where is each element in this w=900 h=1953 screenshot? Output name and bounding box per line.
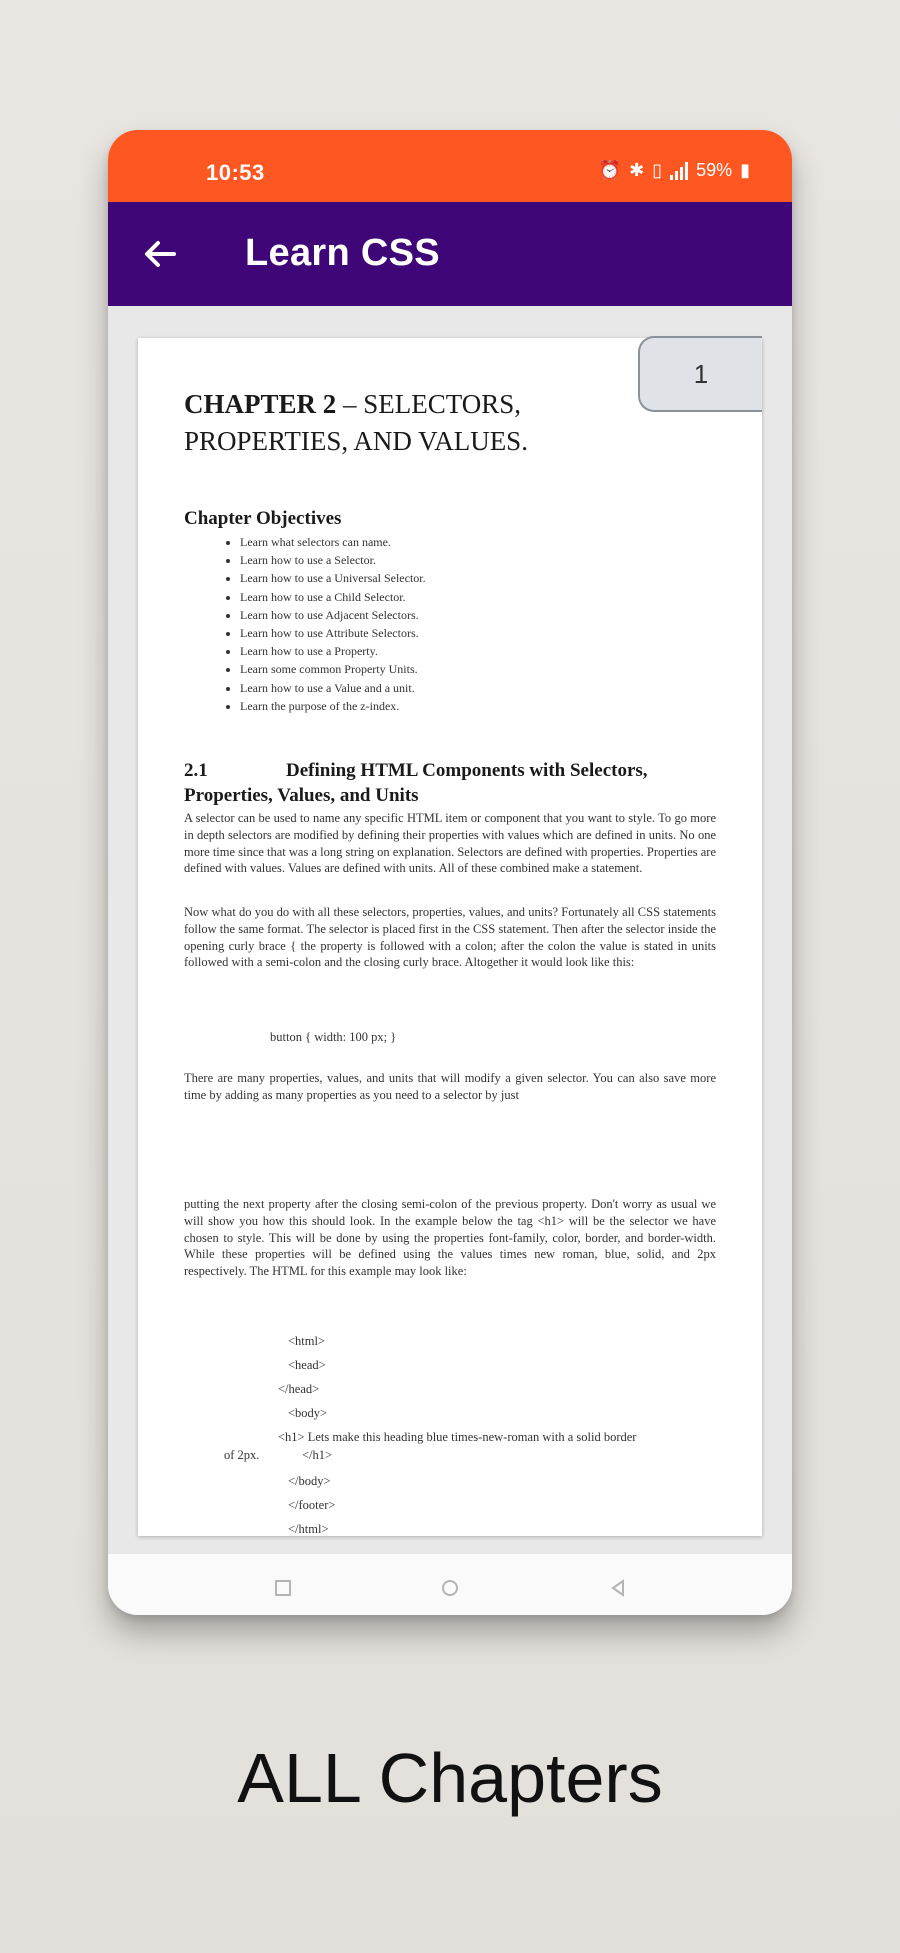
code-line: <head>	[288, 1358, 326, 1372]
list-item: • Learn how to use a Child Selector.	[240, 588, 426, 606]
promo-caption: ALL Chapters	[237, 1739, 663, 1817]
arrow-left-icon	[136, 230, 184, 278]
battery-icon: ▮	[740, 160, 750, 180]
paragraph: Now what do you do with all these selectors, properties, values, and units? Fortunately all CSS statements follow the same format. The selector is placed first in the CSS statement. Then after the selector inside the opening curly brace { the property is followed with a colon; after the colon the value is stated in units followed with a semi-colon and the closing curly brace. Altogether it would look like this:	[184, 905, 716, 970]
bluetooth-icon: ✱	[629, 160, 645, 180]
code-line: <html>	[288, 1334, 326, 1348]
app-bar	[108, 202, 792, 306]
signal-icon	[670, 162, 688, 180]
code-example: button { width: 100 px; }	[270, 1030, 397, 1044]
list-item: • Learn how to use a Universal Selector.	[240, 569, 426, 587]
section-heading: 2.1 Defining HTML Components with Selectors, Properties, Values, and Units	[184, 760, 648, 806]
list-item: • Learn how to use Adjacent Selectors.	[240, 606, 426, 624]
vibrate-icon: ▯	[652, 160, 663, 180]
code-line: <body>	[288, 1406, 328, 1420]
back-button[interactable]	[136, 230, 184, 278]
paragraph: putting the next property after the closing semi-colon of the previous property. Don't worry as usual we will show you how this should look. In the example below the tag <h1> will be the selector we have chosen to style. This will be done by using the properties font-family, color, border, and border-width. While these properties will be defined using the values times new roman, blue, solid, and 2px respectively. The HTML for this example may look like:	[184, 1197, 716, 1279]
list-item: • Learn the purpose of the z-index.	[240, 697, 426, 715]
chapter-title: CHAPTER 2 – SELECTORS, PROPERTIES, AND VALUES.	[184, 389, 528, 456]
phone-frame	[108, 130, 792, 1615]
code-line: </html>	[288, 1522, 329, 1536]
code-line: of 2px.	[224, 1448, 260, 1462]
pdf-page	[138, 338, 762, 1536]
objectives-heading: Chapter Objectives	[184, 508, 342, 529]
back-nav-button[interactable]	[608, 1578, 628, 1598]
list-item: • Learn what selectors can name.	[240, 533, 426, 551]
list-item: • Learn some common Property Units.	[240, 660, 426, 678]
back-triangle-icon	[608, 1578, 628, 1598]
code-line: <h1> Lets make this heading blue times-new-roman with a solid border	[278, 1430, 637, 1444]
code-line: </footer>	[288, 1498, 336, 1512]
page-number-badge[interactable]: 1	[638, 336, 762, 412]
app-title: Learn CSS	[245, 232, 440, 274]
battery-level: 59%	[696, 160, 733, 180]
code-line: </h1>	[302, 1448, 333, 1462]
list-item: • Learn how to use a Value and a unit.	[240, 679, 426, 697]
home-icon	[440, 1578, 460, 1598]
recents-icon	[273, 1578, 293, 1598]
document-viewer[interactable]	[108, 306, 792, 1554]
paragraph: There are many properties, values, and units that will modify a given selector. You can also save more time by adding as many properties as you need to a selector by just	[184, 1071, 716, 1102]
paragraph: A selector can be used to name any specific HTML item or component that you want to style. To go more in depth selectors are modified by defining their properties with values which are defined in units. No one more time since that was a long string on explanation. Selectors are defined with properties. Properties are defined with values. Values are defined with units. All of these combined make a statement.	[184, 811, 716, 876]
list-item: • Learn how to use a Selector.	[240, 551, 426, 569]
list-item: • Learn how to use a Property.	[240, 642, 426, 660]
navigation-bar	[108, 1554, 792, 1615]
recents-button[interactable]	[273, 1578, 293, 1598]
list-item: • Learn how to use Attribute Selectors.	[240, 624, 426, 642]
objectives-list	[218, 533, 426, 715]
status-time: 10:53	[206, 160, 265, 185]
alarm-icon: ⏰	[598, 160, 622, 180]
code-line: </body>	[288, 1474, 331, 1488]
status-bar	[108, 130, 792, 202]
status-icons	[599, 160, 750, 181]
code-line: </head>	[278, 1382, 320, 1396]
home-button[interactable]	[440, 1578, 460, 1598]
